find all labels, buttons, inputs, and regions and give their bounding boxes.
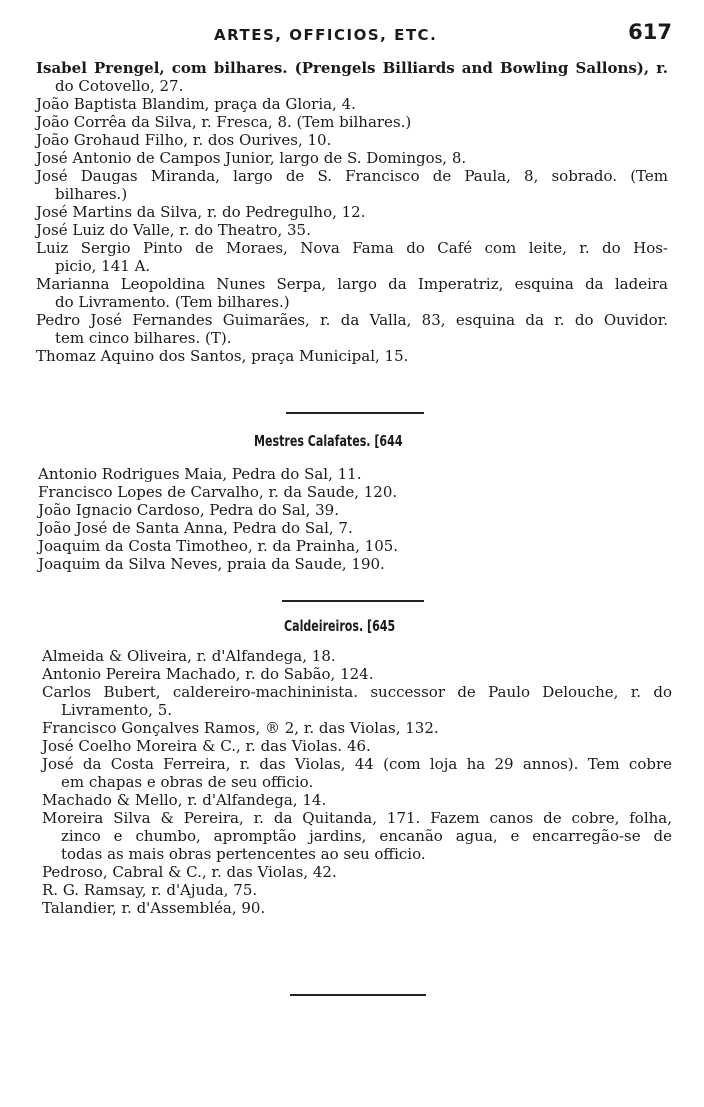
list-item-continuation: do Livramento. (Tem bilhares.) (55, 293, 290, 311)
list-item: Machado & Mello, r. d'Alfandega, 14. (42, 791, 327, 809)
list-item: João Baptista Blandim, praça da Gloria, 4. (36, 95, 356, 113)
list-item: Talandier, r. d'Assembléa, 90. (42, 899, 266, 917)
list-item: Thomaz Aquino dos Santos, praça Municipal, 15. (36, 347, 409, 365)
list-item: Joaquim da Costa Timotheo, r. da Prainha, 105. (38, 537, 399, 555)
list-item-continuation: Livramento, 5. (61, 701, 173, 719)
list-item: José Luiz do Valle, r. do Theatro, 35. (36, 221, 311, 239)
calafates-list (38, 465, 668, 573)
list-item: João Ignacio Cardoso, Pedra do Sal, 39. (38, 501, 339, 519)
list-item: José Antonio de Campos Junior, largo de S. Domingos, 8. (36, 149, 467, 167)
list-item: João Grohaud Filho, r. dos Ourives, 10. (36, 131, 332, 149)
list-item: João Corrêa da Silva, r. Fresca, 8. (Tem bilhares.) (36, 113, 412, 131)
list-item-continuation: tem cinco bilhares. (T). (55, 329, 232, 347)
list-item: Luiz Sergio Pinto de Moraes, Nova Fama do Café com leite, r. do Hos- (36, 239, 668, 257)
section-divider (282, 600, 424, 602)
list-item: José Daugas Miranda, largo de S. Francisco de Paula, 8, sobrado. (Tem (36, 167, 668, 185)
list-item-continuation: do Cotovello, 27. (55, 77, 184, 95)
list-item: José da Costa Ferreira, r. das Violas, 44 (com loja ha 29 annos). Tem cobre (42, 755, 672, 773)
list-item-continuation: bilhares.) (55, 185, 128, 203)
list-item: Almeida & Oliveira, r. d'Alfandega, 18. (42, 647, 336, 665)
list-item: Antonio Rodrigues Maia, Pedra do Sal, 11. (38, 465, 362, 483)
list-item: Joaquim da Silva Neves, praia da Saude, 190. (38, 555, 385, 573)
section-divider (286, 412, 424, 414)
section-title-calafates: Mestres Calafates. [644 (254, 432, 403, 450)
list-item: Carlos Bubert, caldereiro-machininista. successor de Paulo Delouche, r. do (42, 683, 672, 701)
list-item-continuation: zinco e chumbo, apromptão jardins, encanão agua, e encarregão-se de (61, 827, 672, 845)
list-item: Marianna Leopoldina Nunes Serpa, largo da Imperatriz, esquina da ladeira (36, 275, 668, 293)
list-item: José Martins da Silva, r. do Pedregulho, 12. (36, 203, 366, 221)
bilhares-list (36, 59, 668, 365)
list-item: R. G. Ramsay, r. d'Ajuda, 75. (42, 881, 258, 899)
page-number: 617 (628, 20, 672, 44)
list-item: Isabel Prengel, com bilhares. (Prengels Billiards and Bowling Sallons), r. (36, 59, 668, 77)
list-item-continuation: picio, 141 A. (55, 257, 151, 275)
list-item: Pedro José Fernandes Guimarães, r. da Valla, 83, esquina da r. do Ouvidor. (36, 311, 668, 329)
list-item: João José de Santa Anna, Pedra do Sal, 7. (38, 519, 353, 537)
list-item: Antonio Pereira Machado, r. do Sabão, 124. (42, 665, 374, 683)
page-header-title: ARTES, OFFICIOS, ETC. (214, 26, 438, 44)
list-item: José Coelho Moreira & C., r. das Violas. 46. (42, 737, 371, 755)
list-item: Moreira Silva & Pereira, r. da Quitanda, 171. Fazem canos de cobre, folha, (42, 809, 672, 827)
list-item: Pedroso, Cabral & C., r. das Violas, 42. (42, 863, 337, 881)
list-item: Francisco Lopes de Carvalho, r. da Saude, 120. (38, 483, 398, 501)
list-item-continuation: todas as mais obras pertencentes ao seu officio. (61, 845, 426, 863)
section-divider (290, 994, 426, 996)
caldeireiros-list (42, 647, 672, 917)
list-item: Francisco Gonçalves Ramos, ® 2, r. das Violas, 132. (42, 719, 439, 737)
list-item-continuation: em chapas e obras de seu officio. (61, 773, 314, 791)
section-title-caldeireiros: Caldeireiros. [645 (284, 617, 396, 635)
